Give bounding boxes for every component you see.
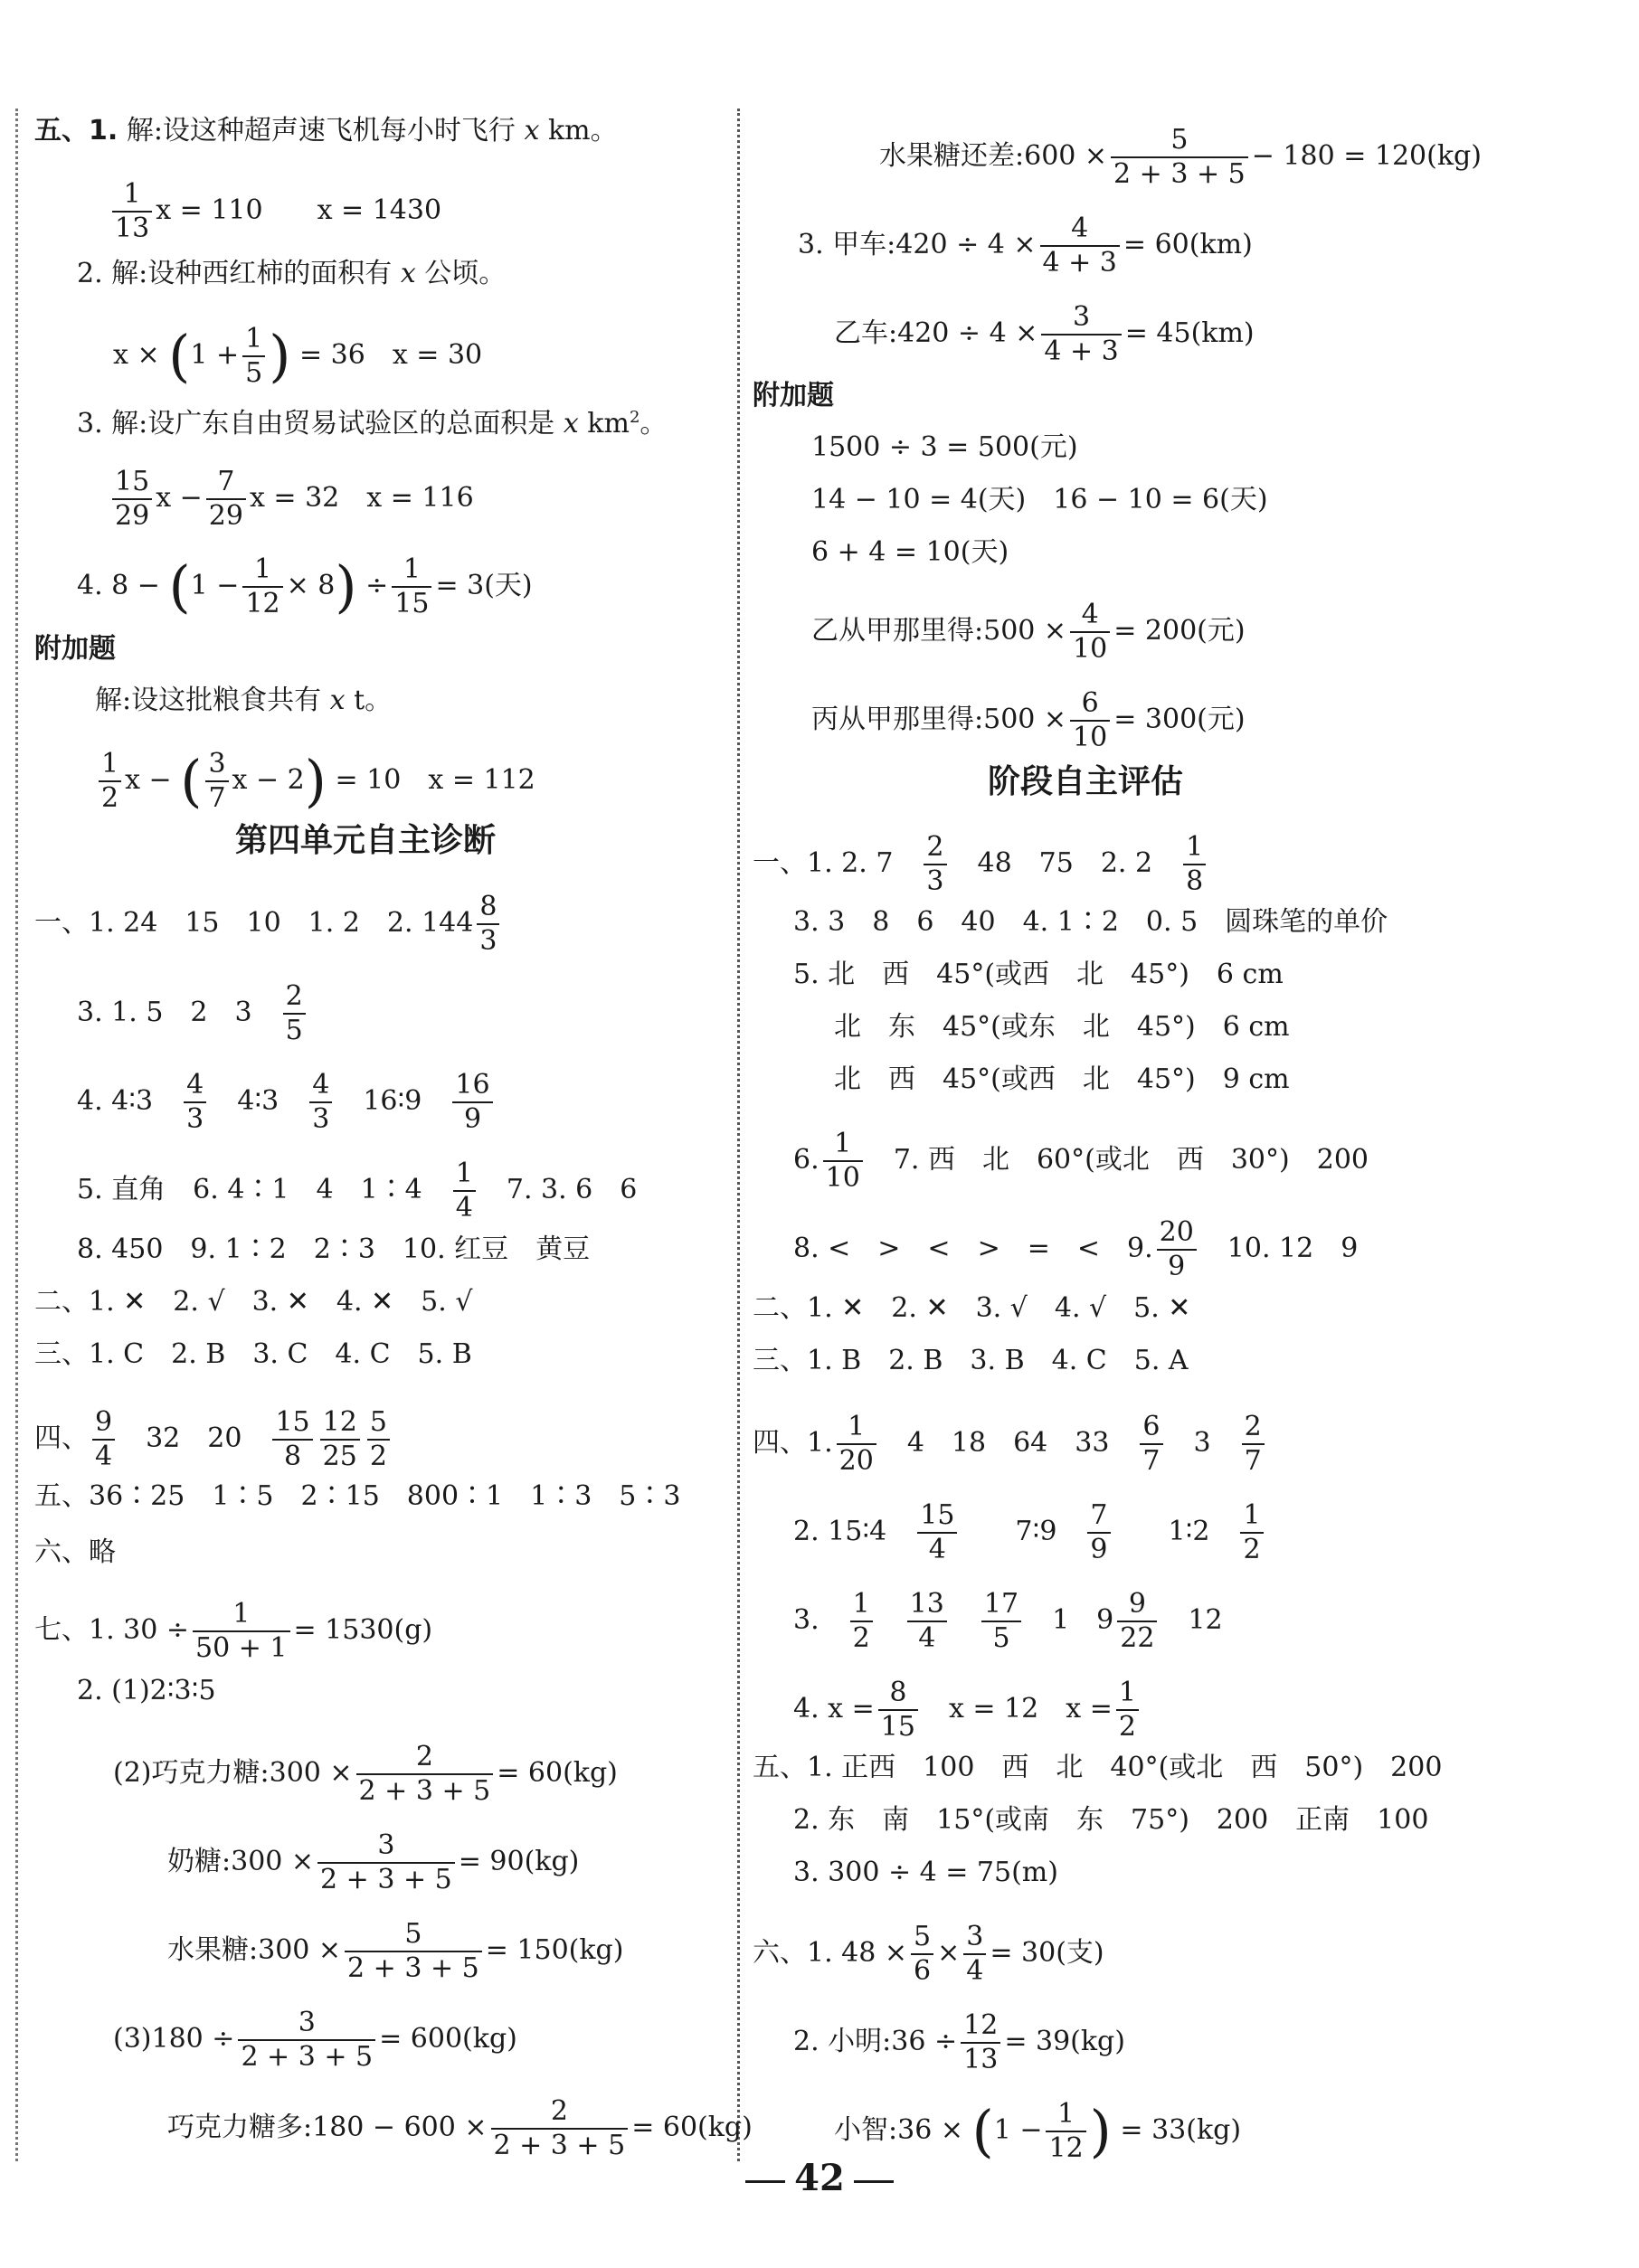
right-extra-title: 附加题 — [753, 380, 834, 411]
fraction: $\frac{2}{2 + 3 + 5}$ — [356, 1744, 494, 1805]
s-line17: 六、1. 48 × $\frac{5}{6}$ × $\frac{3}{4}$ = 30(支) — [753, 1921, 1104, 1987]
fraction: $\frac{1}{5}$ — [242, 326, 265, 387]
u4-line3: 4. 4∶3 $\frac{4}{3}$ 4∶3 $\frac{4}{3}$ 16∶9 $\frac{16}{9}$ — [77, 1072, 497, 1133]
r-line8: 丙从甲那里得:500 × $\frac{6}{10}$ = 300(元) — [811, 687, 1246, 753]
s-line2: 3. 3 8 6 40 4. 1∶2 0. 5 圆珠笔的单价 — [793, 906, 1388, 938]
fraction: $\frac{1}{10}$ — [823, 1130, 863, 1192]
fraction: $\frac{15}{29}$ — [112, 468, 152, 530]
fraction: $\frac{4}{4 + 3}$ — [1040, 215, 1120, 277]
s-line16: 3. 300 ÷ 4 = 75(m) — [793, 1857, 1058, 1888]
s-line7: 8. < > < > = < 9. $\frac{20}{9}$ 10. 12 9 — [793, 1216, 1359, 1282]
u4-line15: 水果糖:300 × $\frac{5}{2 + 3 + 5}$ = 150(kg) — [167, 1918, 624, 1984]
fraction: $\frac{4}{10}$ — [1070, 601, 1110, 663]
right-column — [744, 0, 1639, 2170]
fraction: $\frac{7}{9}$ — [1087, 1502, 1110, 1564]
s-line12: 3. $\frac{1}{2}$ $\frac{13}{4}$ $\frac{17}{5}$ 1 9 $\frac{9}{22}$ 12 — [793, 1588, 1223, 1654]
fraction: $\frac{15}{4}$ — [917, 1502, 957, 1564]
s-line11: 2. 15∶4 $\frac{15}{4}$ 7∶9 $\frac{7}{9}$ 1∶2 $\frac{1}{2}$ — [793, 1502, 1267, 1564]
fraction: $\frac{8}{15}$ — [878, 1679, 918, 1741]
stage-title: 阶段自主评估 — [988, 763, 1184, 800]
u4-line2: 3. 1. 5 2 3 $\frac{2}{5}$ — [77, 983, 309, 1044]
u4-line6: 二、1. ✕ 2. √ 3. ✕ 4. ✕ 5. √ — [34, 1286, 473, 1318]
fraction: $\frac{3}{4}$ — [963, 1923, 986, 1985]
fraction: $\frac{4}{3}$ — [184, 1072, 206, 1133]
u4-line11: 七、1. 30 ÷ $\frac{1}{50 + 1}$ = 1530(g) — [34, 1598, 433, 1664]
fraction: $\frac{1}{2}$ — [1116, 1679, 1139, 1741]
s-line14: 五、1. 正西 100 西 北 40°(或北 西 50°) 200 — [753, 1752, 1443, 1783]
left-extra-title: 附加题 — [34, 633, 116, 665]
fraction: $\frac{12}{13}$ — [961, 2012, 1000, 2074]
fraction: $\frac{16}{9}$ — [452, 1072, 492, 1133]
left-extra-statement: 解:设这批粮食共有 x t。 — [95, 685, 393, 716]
fraction: $\frac{2}{7}$ — [1242, 1413, 1265, 1475]
fraction: $\frac{9}{22}$ — [1117, 1591, 1157, 1652]
fraction: $\frac{5}{2 + 3 + 5}$ — [1111, 127, 1248, 188]
s-line1: 一、1. 2. 7 $\frac{2}{3}$ 48 75 2. 2 $\frac{1}{8}$ — [753, 834, 1209, 895]
left-q5-2-equation: x × (1 + $\frac{1}{5}$ ) = 36 x = 30 — [113, 323, 483, 389]
left-q5-3-statement: 3. 解:设广东自由贸易试验区的总面积是 x $km^2$。 — [77, 408, 668, 439]
fraction: $\frac{1}{13}$ — [112, 181, 152, 242]
fraction: $\frac{12}{25}$ — [320, 1409, 360, 1470]
fraction: $\frac{1}{15}$ — [392, 556, 431, 618]
u4-line7: 三、1. C 2. B 3. C 4. C 5. B — [34, 1338, 472, 1370]
fraction: $\frac{8}{3}$ — [477, 893, 499, 955]
s-line15: 2. 东 南 15°(或南 东 75°) 200 正南 100 — [793, 1804, 1429, 1836]
fraction: $\frac{1}{2}$ — [99, 751, 121, 812]
fraction: $\frac{3}{2 + 3 + 5}$ — [317, 1832, 455, 1894]
left-column — [0, 0, 753, 2170]
s-line19: 小智:36 × (1 − $\frac{1}{12}$ ) = 33(kg) — [834, 2098, 1242, 2164]
fraction: $\frac{6}{7}$ — [1140, 1413, 1162, 1475]
fraction: $\frac{3}{2 + 3 + 5}$ — [238, 2009, 375, 2071]
s-line6: 6. $\frac{1}{10}$ 7. 西 北 60°(或北 西 30°) 200 — [793, 1128, 1369, 1194]
fraction: $\frac{3}{4 + 3}$ — [1041, 304, 1121, 365]
s-line18: 2. 小明:36 ÷ $\frac{12}{13}$ = 39(kg) — [793, 2009, 1125, 2075]
fraction: $\frac{9}{4}$ — [92, 1409, 115, 1470]
fraction: $\frac{2}{2 + 3 + 5}$ — [491, 2098, 629, 2159]
left-q5-1-statement: 五、1. 解:设这种超声速飞机每小时飞行 x km。 — [34, 115, 618, 146]
s-line9: 三、1. B 2. B 3. B 4. C 5. A — [753, 1345, 1189, 1376]
fraction: $\frac{3}{7}$ — [205, 751, 228, 812]
r-line5: 14 − 10 = 4(天) 16 − 10 = 6(天) — [811, 484, 1268, 515]
u4-line17: 巧克力糖多:180 − 600 × $\frac{2}{2 + 3 + 5}$ = 60(kg) — [167, 2095, 753, 2161]
fraction: $\frac{4}{3}$ — [309, 1072, 332, 1133]
fraction: $\frac{1}{8}$ — [1183, 834, 1206, 895]
fraction: $\frac{2}{3}$ — [924, 834, 946, 895]
s-line3: 5. 北 西 45°(或西 北 45°) 6 cm — [793, 959, 1284, 990]
fraction: $\frac{1}{4}$ — [453, 1160, 476, 1222]
column-divider — [737, 109, 740, 2161]
s-line8: 二、1. ✕ 2. ✕ 3. √ 4. √ 5. ✕ — [753, 1292, 1191, 1324]
fraction: $\frac{1}{20}$ — [837, 1413, 876, 1475]
page-number: 42 — [0, 2157, 1639, 2199]
fraction: $\frac{5}{2}$ — [367, 1409, 390, 1470]
fraction: $\frac{13}{4}$ — [907, 1591, 947, 1652]
fraction: $\frac{1}{2}$ — [1240, 1502, 1263, 1564]
unit4-title: 第四单元自主诊断 — [235, 822, 497, 859]
r-line2: 3. 甲车:420 ÷ 4 × $\frac{4}{4 + 3}$ = 60(km) — [798, 213, 1253, 279]
s-line13: 4. x = $\frac{8}{15}$ x = 12 x = $\frac{1}{2}$ — [793, 1679, 1142, 1741]
fraction: $\frac{15}{8}$ — [272, 1409, 312, 1470]
fraction: $\frac{1}{12}$ — [242, 556, 282, 618]
s-line5: 北 西 45°(或西 北 45°) 9 cm — [834, 1063, 1290, 1095]
u4-line13: (2)巧克力糖:300 × $\frac{2}{2 + 3 + 5}$ = 60(kg) — [113, 1741, 618, 1807]
s-line4: 北 东 45°(或东 北 45°) 6 cm — [834, 1011, 1290, 1043]
left-q5-4-equation: 4. 8 − (1 − $\frac{1}{12}$ × 8) ÷ $\frac{1}{15}$ = 3(天) — [77, 553, 533, 619]
u4-line16: (3)180 ÷ $\frac{3}{2 + 3 + 5}$ = 600(kg) — [113, 2007, 517, 2073]
left-q5-2-statement: 2. 解:设种西红柿的面积有 x 公顷。 — [77, 258, 507, 289]
u4-line1: 一、1. 24 15 10 1. 2 2. 144 $\frac{8}{3}$ — [34, 893, 503, 955]
u4-line14: 奶糖:300 × $\frac{3}{2 + 3 + 5}$ = 90(kg) — [167, 1829, 580, 1895]
r-line3: 乙车:420 ÷ 4 × $\frac{3}{4 + 3}$ = 45(km) — [834, 301, 1255, 367]
fraction: $\frac{1}{50 + 1}$ — [193, 1601, 289, 1662]
fraction: $\frac{1}{12}$ — [1046, 2101, 1085, 2162]
left-extra-equation: $\frac{1}{2}$ x − ( $\frac{3}{7}$ x − 2) = 10 x = 112 — [95, 751, 535, 812]
fraction: $\frac{2}{5}$ — [283, 983, 306, 1044]
u4-line9: 五、36∶25 1∶5 2∶15 800∶1 1∶3 5∶3 — [34, 1480, 681, 1512]
u4-line12: 2. (1)2∶3∶5 — [77, 1675, 216, 1706]
left-q5-3-equation: $\frac{15}{29}$ x − $\frac{7}{29}$ x = 32 x = 116 — [109, 468, 474, 530]
fraction: $\frac{5}{2 + 3 + 5}$ — [345, 1921, 482, 1982]
u4-line4: 5. 直角 6. 4∶1 4 1∶4 $\frac{1}{4}$ 7. 3. 6 6 — [77, 1158, 638, 1224]
r-line4: 1500 ÷ 3 = 500(元) — [811, 431, 1078, 463]
fraction: $\frac{7}{29}$ — [206, 468, 246, 530]
s-line10: 四、1. $\frac{1}{20}$ 4 18 64 33 $\frac{6}{7}$ 3 $\frac{2}{7}$ — [753, 1413, 1268, 1475]
fraction: $\frac{20}{9}$ — [1157, 1219, 1197, 1280]
left-q5-1-equation: $\frac{1}{13}$ x = 110 x = 1430 — [109, 181, 441, 242]
fraction: $\frac{17}{5}$ — [981, 1591, 1021, 1652]
fraction: $\frac{5}{6}$ — [911, 1923, 933, 1985]
fraction: $\frac{6}{10}$ — [1070, 690, 1110, 751]
u4-line5: 8. 450 9. 1∶2 2∶3 10. 红豆 黄豆 — [77, 1233, 591, 1265]
u4-line10: 六、略 — [34, 1536, 116, 1568]
r-line6: 6 + 4 = 10(天) — [811, 536, 1009, 568]
r-line7: 乙从甲那里得:500 × $\frac{4}{10}$ = 200(元) — [811, 599, 1246, 665]
fraction: $\frac{1}{2}$ — [850, 1591, 873, 1652]
u4-line8: 四、 $\frac{9}{4}$ 32 20 $\frac{15}{8}$ $\frac{12}{25}$ $\frac{5}{2}$ — [34, 1409, 393, 1470]
r-line1: 水果糖还差:600 × $\frac{5}{2 + 3 + 5}$ − 180 = 120(kg) — [879, 124, 1482, 190]
